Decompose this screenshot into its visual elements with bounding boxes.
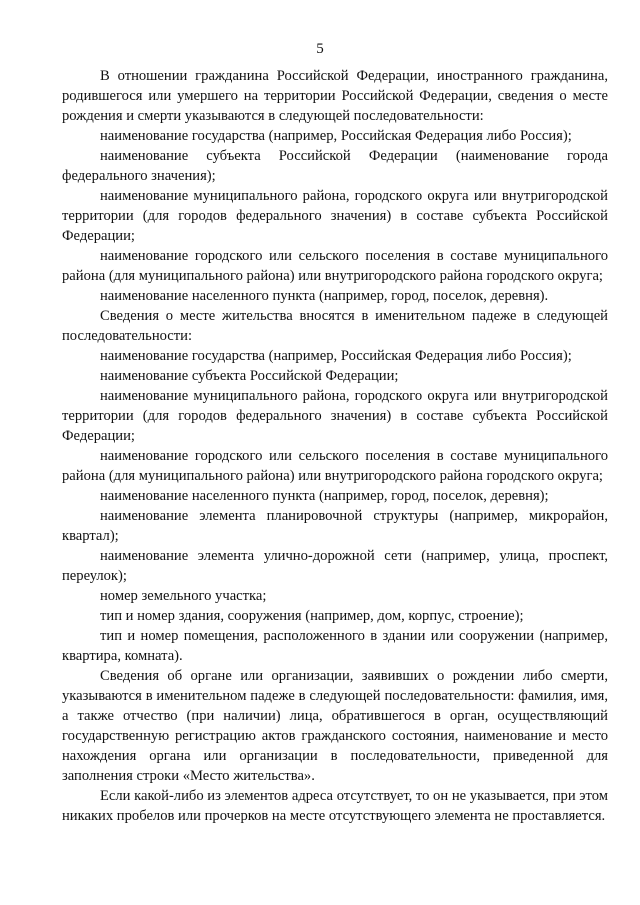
paragraph-residence-federal-subject: наименование субъекта Российской Федерации; — [100, 368, 399, 384]
paragraph-residence-intro: Сведения о месте жительства вносятся в именительном падеже в следующей последовательности: — [62, 308, 608, 344]
paragraph-missing-address-element: Если какой-либо из элементов адреса отсутствует, то он не указывается, при этом никаких пробелов или прочерков на месте отсутствующего элемента не проставляется. — [62, 788, 608, 824]
paragraph-federal-subject-name: наименование субъекта Российской Федерации (наименование города федерального значения); — [62, 148, 608, 184]
paragraph-land-plot-number: номер земельного участка; — [100, 588, 267, 604]
paragraph-street-network: наименование элемента улично-дорожной сети (например, улица, проспект, переулок); — [62, 548, 608, 584]
document-body — [62, 66, 608, 826]
paragraph-declaring-body: Сведения об органе или организации, заявивших о рождении либо смерти, указываются в именительном падеже в следующей последовательности: фамилия, имя, а также отчество (при наличии) лица, обратившегося в орган, осуществляющий государственную регистрацию актов гражданского состояния, наименование и место нахождения органа или организации в последовательности, приведенной для заполнения строки «Место жительства». — [62, 668, 608, 784]
paragraph-building-type-number: тип и номер здания, сооружения (например, дом, корпус, строение); — [100, 608, 524, 624]
paragraph-planning-structure: наименование элемента планировочной структуры (например, микрорайон, квартал); — [62, 508, 608, 544]
paragraph-residence-municipal-district: наименование муниципального района, городского округа или внутригородской территории (для городов федерального значения) в составе субъекта Российской Федерации; — [62, 388, 608, 444]
paragraph-premises-type-number: тип и номер помещения, расположенного в здании или сооружении (например, квартира, комната). — [62, 628, 608, 664]
paragraph-residence-locality: наименование населенного пункта (например, город, поселок, деревня); — [100, 488, 549, 504]
paragraph-birth-death-place-intro: В отношении гражданина Российской Федерации, иностранного гражданина, родившегося или умершего на территории Российской Федерации, сведения о месте рождения и смерти указываются в следующей последовательности: — [62, 68, 608, 124]
paragraph-state-name: наименование государства (например, Российская Федерация либо Россия); — [100, 128, 572, 144]
paragraph-residence-settlement: наименование городского или сельского поселения в составе муниципального района (для муниципального района) или внутригородского района городского округа; — [62, 448, 608, 484]
paragraph-municipal-district-name: наименование муниципального района, городского округа или внутригородской территории (для городов федерального значения) в составе субъекта Российской Федерации; — [62, 188, 608, 244]
paragraph-locality-name: наименование населенного пункта (например, город, поселок, деревня). — [100, 288, 549, 304]
page-number: 5 — [316, 41, 324, 57]
paragraph-residence-state-name: наименование государства (например, Российская Федерация либо Россия); — [100, 348, 572, 364]
paragraph-settlement-name: наименование городского или сельского поселения в составе муниципального района (для муниципального района) или внутригородского района городского округа; — [62, 248, 608, 284]
